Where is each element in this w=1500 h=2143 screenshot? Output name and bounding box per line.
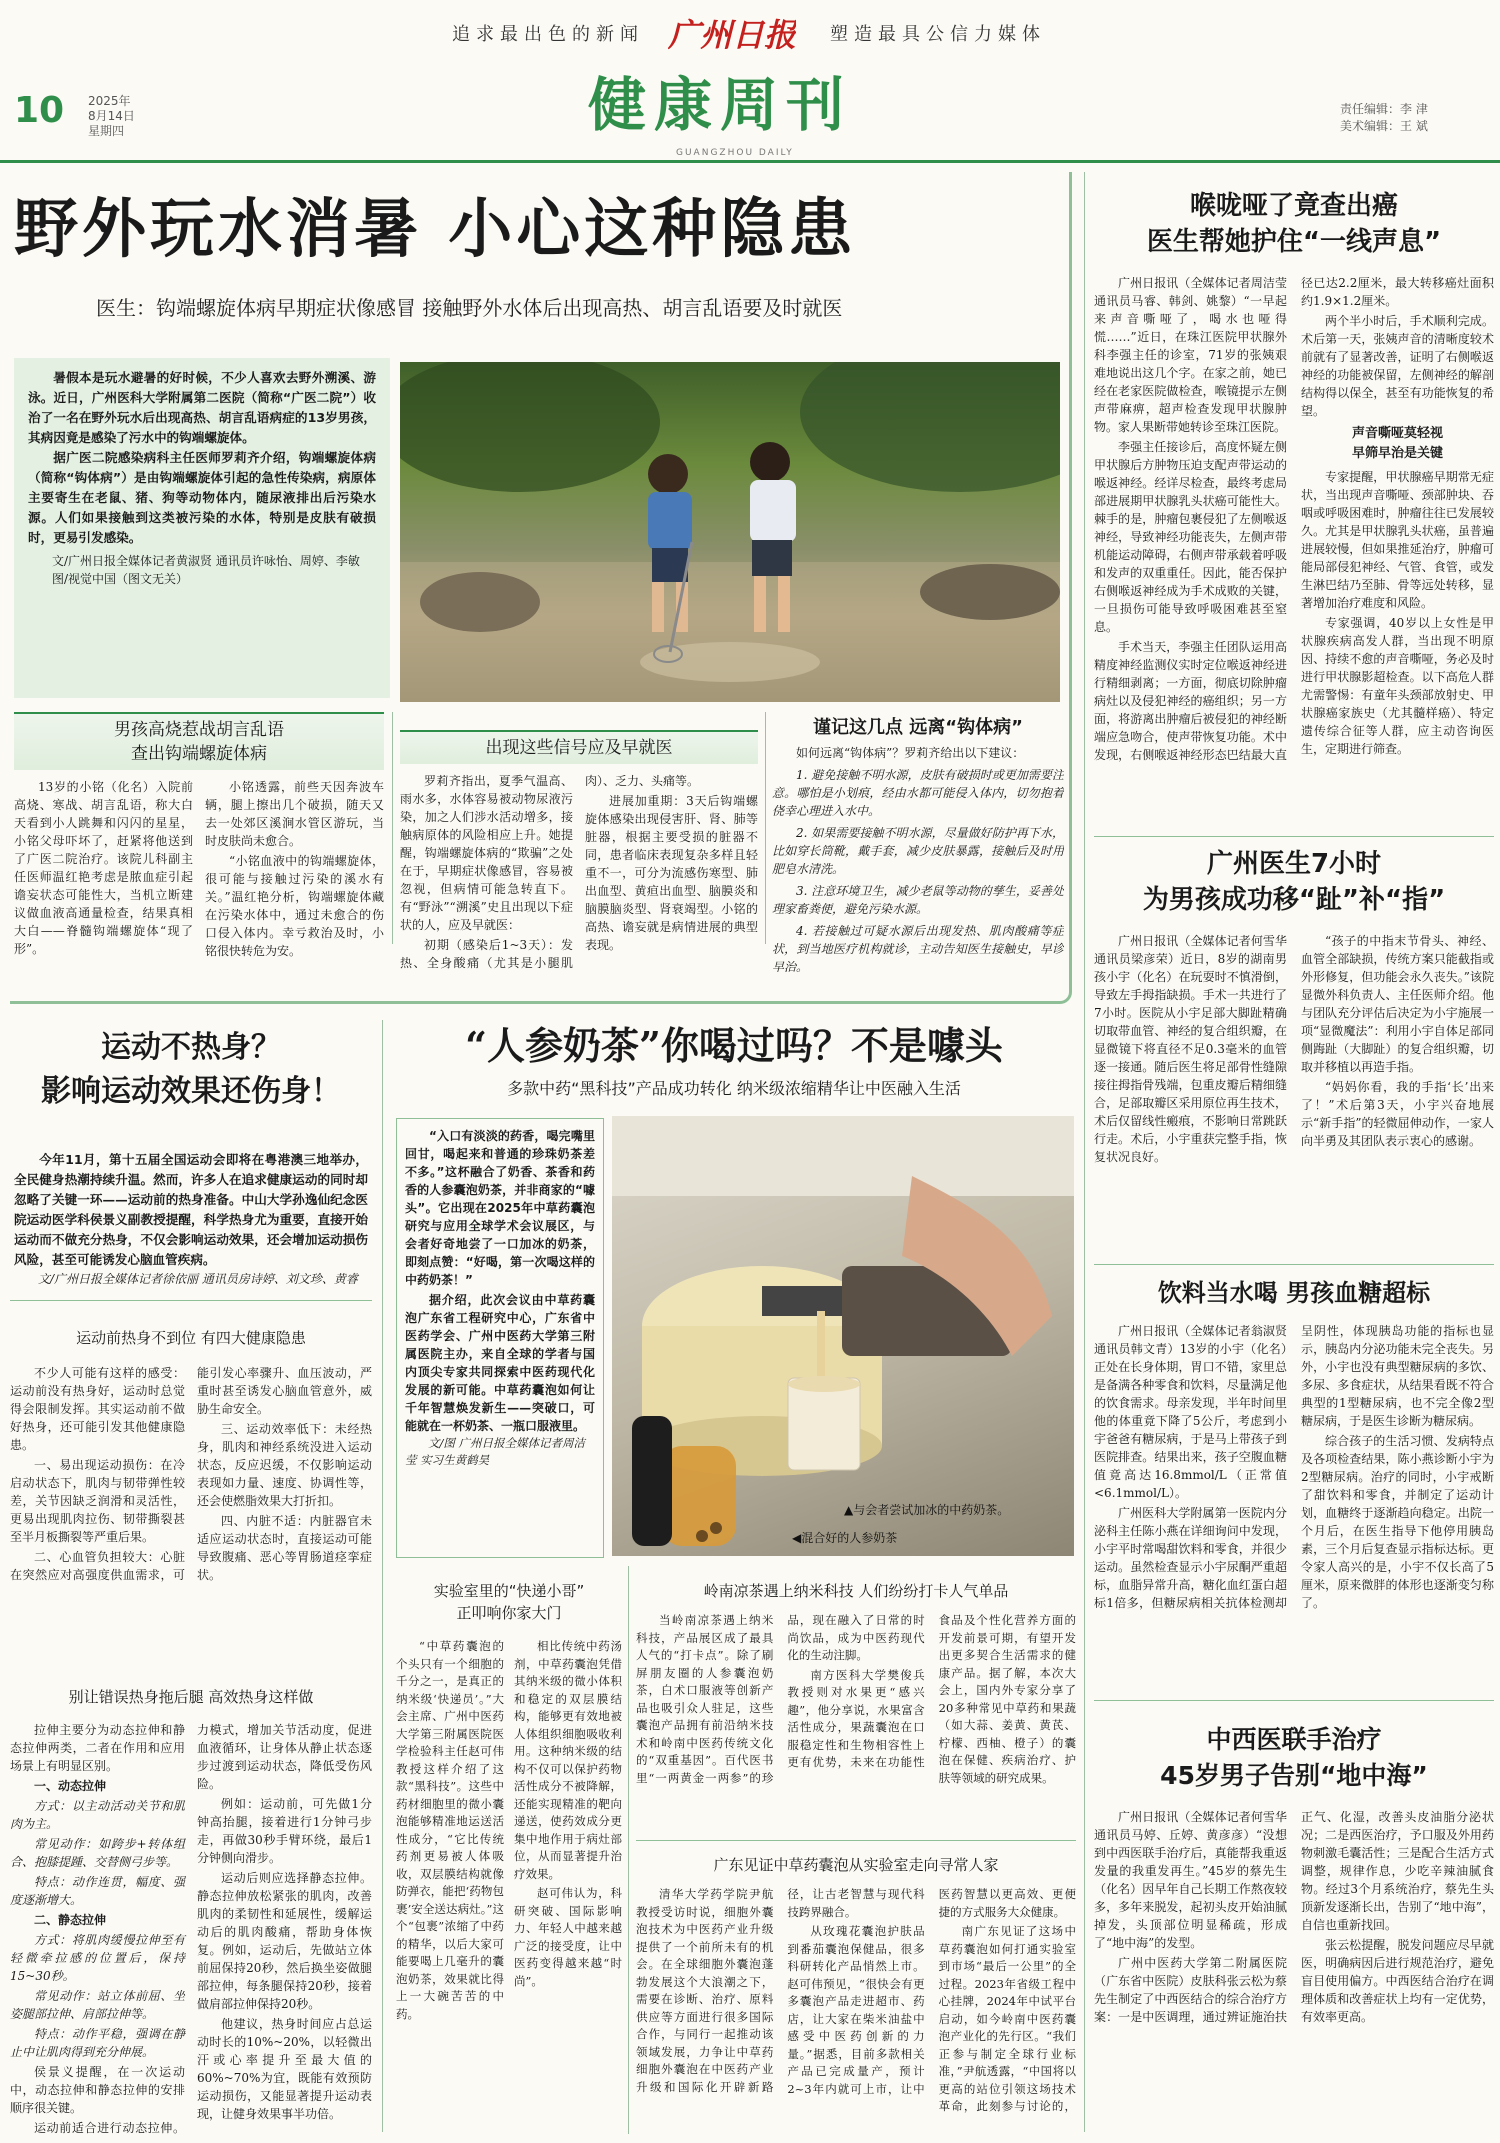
ginseng-intro-box <box>396 1118 604 1558</box>
sport-byline: 文/广州日报全媒体记者徐依丽 通讯员房诗婷、刘文珍、黄睿 <box>38 1272 358 1286</box>
sport-title-line1: 运动不热身？ <box>101 1030 281 1065</box>
ginseng-byline: 文/图 广州日报全媒体记者周洁莹 实习生黄鹤昊 <box>405 1436 586 1467</box>
drink-p3: 综合孩子的生活习惯、发病特点及各项检查结果，陈小燕诊断小宇为2型糖尿病。治疗的同时，小宇戒断了甜饮料和零食，并制定了运动计划，血糖终于逐渐趋向稳定。出院一个月后，在医生指导下他停用胰岛素，三个月后复查显示指标达标。更令家人高兴的是，小宇不仅长高了5厘米，原来微胖的体形也逐渐变匀称了。 <box>1301 1434 1494 1610</box>
lead-tip-2: 2. 如果需要接触不明水源，尽量做好防护再下水，比如穿长筒靴，戴手套，减少皮肤暴露，接触后及时用肥皂水清洗。 <box>772 826 1064 876</box>
sport-s2-p11: 运动前适合进行动态拉伸。 力模式，增加关节活动度，促进血液循环，让身体从静止状态逐步过渡到运动状态，降低受伤风险。 <box>34 1723 372 2135</box>
throat-p6: 专家强调，40岁以上女性是甲状腺疾病高发人群，当出现不明原因、持续不愈的声音嘶哑，务必及时进行甲状腺影超检查。以下高危人群尤需警惕：有童年头颈部放射史、甲状腺癌家族史（尤其髓样癌）、特定遗传综合征等人群，应主动咨询医生，定期进行筛查。 <box>1301 616 1494 756</box>
masthead-paper-name: 广州日报 <box>668 16 797 54</box>
sport-title-line2: 影响运动效果还伤身！ <box>41 1074 341 1109</box>
throat-subhead: 声音嘶哑莫轻视 <box>1351 426 1443 441</box>
tcm-headline <box>1094 1722 1494 1794</box>
finger-p1: 广州日报讯（全媒体记者何雪华 通讯员梁彦荣）近日，8岁的湖南男孩小宇（化名）在玩耍时不慎滑倒，导致左手拇指缺损。手术一共进行了7小时。医院从小宇足部大脚趾精确切取带血管、神经的复合组织瓣，在显微镜下将直径不足0.3毫米的血管逐一接通。随后医生将足部骨性缝隙接往拇指骨残端，包重皮瓣后精细缝合，足部取瓣区采用原位再生技术，术后仅留线性瘢痕，不影响日常跳跃行走。术后，小宇重获完整手指，恢复状况良好。 <box>1094 934 1287 1164</box>
throat-title-line1: 喉咙哑了竟查出癌 <box>1189 191 1398 221</box>
throat-p2: 李强主任接诊后，高度怀疑左侧甲状腺后方肿物压迫支配声带运动的喉返神经。经详尽检查，最终考虑局部进展期甲状腺乳头状癌可能性大。棘手的是，肿瘤包裹侵犯了左侧喉返神经，导致神经功能丧失，左侧声带机能运动障碍，右侧声带承载着呼吸和发声的双重重任。因此，能否保护右侧喉返神经成为手术成败的关键，一旦损伤可能导致呼吸困难甚至窒息。 <box>1094 440 1287 634</box>
sport-s2-p7: 方式：将肌肉缓慢拉伸至有轻微牵拉感的位置后，保持15~30秒。 <box>10 1933 185 1983</box>
ginseng-s1-title-line1: 实验室里的“快递小哥” <box>433 1582 585 1600</box>
paper-english-name: GUANGZHOU DAILY <box>676 148 794 158</box>
lead-section-1-title-line1: 男孩高烧惹战胡言乱语 <box>114 720 284 740</box>
ginseng-s3-title: 广东见证中草药囊泡从实验室走向寻常人家 <box>713 1856 999 1874</box>
masthead <box>0 0 1500 160</box>
ginseng-intro-2: 据介绍，此次会议由中草药囊泡广东省工程研究中心，广东省中医药学会、广州中医药大学第三附属医院主办，来自全球的学者与国内顶尖专家共同探索中医药现代化发展的新可能。中草药囊泡如何让千年智慧焕发新生——突破口，可能就在一杯奶茶、一瓶口服液里。 <box>405 1293 595 1433</box>
tcm-article <box>1094 1712 1494 2137</box>
ginseng-photo-caption-2: ◀混合好的人参奶茶 <box>792 1531 898 1545</box>
drink-p2: 广州医科大学附属第一医院内分泌科主任陈小燕在详细询问中发现，小宇平时常喝甜饮料和零食，并很少运动。虽然检查显示小宇尿酮严重超标，血脂异常升高，糖化血红蛋白超标1倍多，但糖尿病相关抗体检测却呈阴性，体现胰岛功能的指标也显示，胰岛内分泌功能未完全丧失。另外，小宇也没有典型糖尿病的多饮、多尿、多食症状，从结果看既不符合典型的1型糖尿病，也不完全像2型糖尿病，于是医生诊断为糖尿病。 <box>1094 1324 1494 1610</box>
ginseng-s3-p2: 从玫瑰花囊泡护肤品到番茄囊泡保健品，很多科研转化产品悄然上市。赵可伟预见，“很快会有更多囊泡产品走进超市、药店，让大家在柴米油盐中感受中医药创新的力量。”据悉，目前多款相关产品已完成量产，预计2~3年内就可上市，让中医药智慧以更高效、更便捷的方式服务大众健康。 <box>787 1887 1076 2096</box>
children-playing-in-stream-illustration <box>400 362 1060 702</box>
sport-s2-p1: 拉伸主要分为动态拉伸和静态拉伸两类，二者在作用和应用场景上有明显区别。 <box>10 1723 185 1773</box>
ginseng-s1-p2: 相比传统中药汤剂，中草药囊泡凭借其纳米级的微小体积和稳定的双层膜结构，能够更有效地被人体组织细胞吸收利用。这种纳米级的结构不仅可以保护药物活性成分不被降解，还能实现精准的靶向递送，使药效成分更集中地作用于病灶部位，从而显著提升治疗效果。 <box>514 1639 622 1881</box>
date-year: 2025年 <box>88 94 131 108</box>
sport-s1-p2: 一、易出现运动损伤：在冷启动状态下，肌肉与韧带弹性较差，关节因缺乏润滑和灵活性，更易出现肌肉拉伤、韧带撕裂甚至半月板撕裂等严重后果。 <box>10 1458 185 1544</box>
lead-tip-1: 1. 避免接触不明水源，皮肤有破损时或更加需要注意。哪怕是小划痕，经由水都可能侵入体内，切勿抱着侥幸心理进入水中。 <box>772 768 1064 818</box>
date-weekday: 星期四 <box>88 124 125 138</box>
finger-p3: “妈妈你看，我的手指‘长’出来了！”术后第3天，小宇兴奋地展示“新手指”的轻微屈伸动作，一家人向半勇及其团队表示衷心的感谢。 <box>1301 1080 1494 1148</box>
sport-s2-p12: 例如：运动前，可先做1分钟高抬腿，接着进行1分钟弓步走，再做30秒手臂环绕，最后1分钟侧向滑步。 <box>197 1797 372 1865</box>
sport-section-2-title: 别让错误热身拖后腿 高效热身这样做 <box>68 1688 314 1706</box>
tcm-title-line2: 45岁男子告别“地中海” <box>1160 1761 1428 1790</box>
sport-s1-p3: 二、心血管负担较大：心脏在突然应对高强度供血需求，可能引发心率骤升、血压波动，严重时甚至诱发心脑血管意外，威胁生命安全。 <box>10 1366 372 1582</box>
lead-photo <box>400 362 1060 702</box>
lead-byline: 文/广州日报全媒体记者黄淑贤 通讯员许咏怡、周婷、李敏 <box>52 554 360 568</box>
throat-article <box>1094 172 1494 892</box>
ginseng-s2-p1: 当岭南凉茶遇上纳米科技，产品展区成了最具人气的“打卡点”。除了刷屏朋友圈的人参囊泡奶茶，白术口服液等创新产品也吸引众人驻足，这些囊泡产品拥有前沿纳米技术和岭南中医药传统文化的“双重基因”。百代医书里“一两黄金一两参”的珍品，现在融入了日常的时尚饮品，成为中医药现代化的生动注脚。 <box>636 1613 925 1785</box>
sport-s2-p5: 特点：动作连贯，幅度、强度逐渐增大。 <box>10 1875 185 1907</box>
masthead-divider <box>0 160 1500 163</box>
column-rule <box>1084 172 1085 2132</box>
ginseng-section-1 <box>396 1566 622 2136</box>
editor-credit: 责任编辑：李 津 <box>1340 102 1428 116</box>
sport-section-1-title: 运动前热身不到位 有四大健康隐患 <box>76 1329 306 1347</box>
lead-section-2-title: 出现这些信号应及早就医 <box>400 730 758 764</box>
sport-s2-p10: 侯景义提醒，在一次运动中，动态拉伸和静态拉伸的安排顺序很关键。 <box>10 2065 185 2115</box>
sport-s2-p4: 常见动作：如跨步+转体组合、抱膝提踵、交替侧弓步等。 <box>10 1837 185 1869</box>
finger-title-line1: 广州医生7小时 <box>1206 849 1382 879</box>
sport-s1-p1: 不少人可能有这样的感受：运动前没有热身好，运动时总觉得会限制发挥。其实运动前不做好热身，还可能引发其他健康隐患。 <box>10 1366 185 1452</box>
finger-p2: “孩子的中指末节骨头、神经、血管全部缺损，传统方案只能截指或外形修复，但功能会永久丧失。”该院显微外科负责人、主任医师介绍。他与团队充分评估后决定为小宇施展一项“显微魔法”：利用小宇自体足部同侧踇趾（大脚趾）的复合组织瓣，切取并移植以再造手指。 <box>1301 934 1494 1074</box>
throat-p3: 手术当天，李强主任团队运用高精度神经监测仪实时定位喉返神经进行精细剥离；一方面，彻底切除肿瘤病灶以及侵犯神经的癌组织；另一方面，将游离出肿瘤后被侵犯的神经断端应急吻合，使声带恢复功能。术中发现，右侧喉返神经形态巴结最大直径已达2.2厘米，最大转移癌灶面积约1.9×1.2厘米。 <box>1094 276 1494 762</box>
ginseng-s2-title: 岭南凉茶遇上纳米科技 人们纷纷打卡人气单品 <box>703 1582 1009 1600</box>
page-number: 10 <box>14 90 65 131</box>
column-rule <box>392 712 393 944</box>
sport-s2-p3: 方式：以主动活动关节和肌肉为主。 <box>10 1799 185 1831</box>
sport-s2-p14: 他建议，热身时间应占总运动时长的10%~20%，以轻微出汗或心率提升至最大值的60%~70%为宜，既能有效预防运动损伤，又能显著提升运动表现，让健身效果事半功倍。 <box>197 2017 372 2121</box>
ginseng-s1-title-line2: 正叩响你家大门 <box>456 1604 562 1622</box>
section-divider <box>636 1840 1076 1841</box>
lead-section-3-intro: 如何远离“钩体病”？罗莉齐给出以下建议： <box>796 746 1025 760</box>
lead-tip-3: 3. 注意环境卫生，减少老鼠等动物的孳生，妥善处理家畜粪便，避免污染水源。 <box>772 884 1064 916</box>
column-rule <box>628 1566 629 2134</box>
milk-tea-pouring-illustration <box>612 1116 1074 1556</box>
lead-section-2-p3: 进展加重期：3天后钩端螺旋体感染出现侵害肝、肾、肺等脏器，根据主要受损的脏器不同，患者临床表现复杂多样且轻重不一，可分为流感伤寒型、肺出血型、黄疸出血型、脑膜炎和脑膜脑炎型、肾衰竭型。小铭的高热、谵妄就是病情进展的典型表现。 <box>585 794 758 952</box>
designer-credit: 美术编辑：王 斌 <box>1340 119 1428 133</box>
lead-section-3 <box>772 712 1064 1002</box>
throat-p5: 专家提醒，甲状腺癌早期常无症状，当出现声音嘶哑、颈部肿块、吞咽或呼吸困难时，肿瘤往往已发展较久。尤其是甲状腺乳头状癌，虽普遍进展较慢，但如果推延治疗，肿瘤可能局部侵犯神经、气管、食管，或发生淋巴结乃至肺、骨等远处转移，显著增加治疗难度和风险。 <box>1301 470 1494 610</box>
ginseng-photo-caption-1: ▲与会者尝试加冰的中药奶茶。 <box>844 1503 1010 1517</box>
lead-section-1-p3: “小铭血液中的钩端螺旋体，很可能与接触过污染的溪水有关。”温红艳分析，钩端螺旋体藏在污染水体中，通过未愈合的伤口侵入体内。幸亏救治及时，小铭很快转危为安。 <box>205 854 384 958</box>
ginseng-s3-p1: 清华大学药学院尹航教授受访时说，细胞外囊泡技术为中医药产业升级提供了一个前所未有的机会。在全球细胞外囊泡蓬勃发展这个大浪潮之下，需要在诊断、治疗、原料供应等方面进行很多国际合作，与同行一起推动该领域发展，力争让中草药细胞外囊泡在中医药产业升级和国际化开辟新路径，让古老智慧与现代科技跨界融合。 <box>636 1887 925 2094</box>
masthead-slogan-right: 塑造最具公信力媒体 <box>830 24 1046 45</box>
finger-title-line2: 为男孩成功移“趾”补“指” <box>1142 885 1446 915</box>
throat-subhead-2: 早筛早治是关键 <box>1351 446 1443 461</box>
lead-intro-box <box>14 358 390 698</box>
lead-headline: 野外玩水消暑 小心这种隐患 <box>14 192 857 267</box>
sport-article <box>10 1020 372 2135</box>
lead-tip-4: 4. 若接触过可疑水源后出现发热、肌肉酸痛等症状，到当地医疗机构就诊，主动告知医生接触史，早诊早治。 <box>772 924 1064 974</box>
ginseng-s3-p3: 南广东见证了这场中草药囊泡如何打通实验室到市场“最后一公里”的全过程。2023年省级工程中心挂牌，2024年中试平台启动，如今岭南中医药囊泡产业化的先行区。“我们正参与制定全球行业标准，”尹航透露，“中国将以更高的站位引领这场技术革命，此刻参与讨论的， <box>938 1924 1076 2113</box>
lead-subtitle: 医生：钩端螺旋体病早期症状像感冒 接触野外水体后出现高热、胡言乱语要及时就医 <box>96 296 843 320</box>
lead-section-1-p1: 13岁的小铭（化名）入院前高烧、寒战、胡言乱语，称大白天看到小人跳舞和闪闪的星星，小铭父母吓坏了，赶紧将他送到了广医二院治疗。该院儿科副主任医师温红艳考虑是脓血症引起谵妄状态可能性大，当机立断建议做血液高通量检查，结果真相大白——脊髓钩端螺旋体“现了形”。 <box>14 780 193 956</box>
sport-s1-p5: 四、内脏不适：内脏器官未适应运动状态时，直接运动可能导致腹痛、恶心等胃肠道痉挛症状。 <box>197 1514 372 1582</box>
lead-section-3-title: 谨记这几点 远离“钩体病” <box>813 717 1023 738</box>
tcm-title-line1: 中西医联手治疗 <box>1206 1725 1382 1754</box>
sport-s2-p13: 运动后则应选择静态拉伸。静态拉伸放松紧张的肌肉，改善肌肉的柔韧性和延展性，缓解运动后的肌肉酸痛，帮助身体恢复。例如，运动后，先做站立体前屈保持20秒，然后换坐姿做腿部拉伸，每条腿保持20秒，接着做肩部拉伸保持20秒。 <box>197 1871 372 2011</box>
tcm-p2: 广州中医药大学第二附属医院（广东省中医院）皮肤科张云松为蔡先生制定了中西医结合的综合治疗方案：一是中医调理，通过辨证施治扶正气、化湿，改善头皮油脂分泌状况；二是西医治疗，予口服及外用药物刺激毛囊活性；三是配合生活方式调整，规律作息，少吃辛辣油腻食物。经过3个月系统治疗，蔡先生头顶新发逐渐长出，告别了“地中海”，自信也重新找回。 <box>1094 1810 1494 2024</box>
sport-intro-box <box>10 1144 372 1294</box>
ginseng-intro-1: “入口有淡淡的药香，喝完嘴里回甘，喝起来和普通的珍珠奶茶差不多。”这杯融合了奶香、茶香和药香的人参囊泡奶茶，并非商家的“噱头”。它出现在2025年中草药囊泡研究与应用全球学术会议展区，与会者好奇地尝了一口加冰的奶茶，即刻点赞：“好喝，第一次喝这样的中药奶茶！” <box>405 1129 595 1287</box>
column-rule <box>765 712 766 944</box>
lead-section-1 <box>14 712 384 1002</box>
ginseng-section-2 <box>636 1566 1076 1836</box>
sport-s2-p9: 特点：动作平稳，强调在静止中让肌肉得到充分伸展。 <box>10 2027 185 2059</box>
lead-photo-credit: 图/视觉中国（图文无关） <box>52 572 189 586</box>
column-rule <box>382 1020 383 2132</box>
ginseng-headline: “人参奶茶”你喝过吗？不是噱头 <box>465 1023 1003 1068</box>
sport-intro: 今年11月，第十五届全国运动会即将在粤港澳三地举办，全民健身热潮持续升温。然而，许多人在追求健康运动的同时却忽略了关键一环——运动前的热身准备。中山大学孙逸仙纪念医院运动医学科侯景义副教授提醒，科学热身尤为重要，直接开始运动而不做充分热身，不仅会影响运动效果，还会增加运动损伤风险，甚至可能诱发心脑血管疾病。 <box>14 1152 368 1267</box>
finger-headline <box>1094 846 1494 918</box>
sport-s2-p8: 常见动作：站立体前屈、坐姿腿部拉伸、肩部拉伸等。 <box>10 1989 185 2021</box>
lead-intro-paragraph-2: 据广医二院感染病科主任医师罗莉齐介绍，钩端螺旋体病（简称“钩体病”）是由钩端螺旋体引起的急性传染病，病原体主要寄生在老鼠、猪、狗等动物体内，随尿液排出后污染水源。人们如果接触到这类被污染的水体，特别是皮肤有破损时，更易引发感染。 <box>28 450 376 545</box>
sport-s2-p6: 二、静态拉伸 <box>34 1913 107 1927</box>
throat-p4: 两个半小时后，手术顺利完成。术后第一天，张姨声音的清晰度较术前就有了显著改善，证明了右侧喉返神经的功能被保留，左侧神经的解剖结构得以保全，甚至有功能恢复的希望。 <box>1301 314 1494 418</box>
tcm-p3: 张云松提醒，脱发问题应尽早就医，明确病因后进行规范治疗，避免盲目使用偏方。中西医结合治疗在调理体质和改善症状上均有一定优势，有效率更高。 <box>1301 1938 1494 2024</box>
masthead-slogan-left: 追求最出色的新闻 <box>452 24 644 45</box>
sport-headline <box>10 1026 372 1114</box>
tcm-p1: 广州日报讯（全媒体记者何雪华 通讯员马婷、丘婷、黄彦彦）“没想到中西医联手治疗后，真能帮我重返发量的我重发再生。”45岁的蔡先生（化名）因早年自己长期工作熬夜较多，多年来脱发，起初头皮开始油腻掉发，头顶部位明显稀疏，形成了“地中海”的发型。 <box>1094 1810 1287 1950</box>
lead-section-1-p2: 小铭透露，前些天因奔波车辆，腿上擦出几个破损，随天又去一处郊区溪涧水管区游玩，当时皮肤尚未愈合。 <box>205 780 384 848</box>
ginseng-section-3 <box>636 1846 1076 2136</box>
drink-article <box>1094 1276 1494 1666</box>
section-divider <box>1094 836 1494 837</box>
ginseng-s1-p1: “中草药囊泡的个头只有一个细胞的千分之一，是真正的纳米级‘快递员’。”大会主席、广州中医药大学第三附属医院医学检验科主任赵可伟教授这样介绍了这款“黑科技”。这些中药材细胞里的微小囊泡能够精准地运送活性成分，“它比传统药剂更易被人体吸收，双层膜结构就像防弹衣，能把‘药物包裹’安全送达病灶。”这个“包裹”浓缩了中药的精华，以后大家可能要喝上几毫升的囊泡奶茶，效果就比得上一大碗苦苦的中药。 <box>396 1639 504 2021</box>
section-title: 健康周刊 <box>588 71 853 139</box>
throat-p1: 广州日报讯（全媒体记者周洁莹 通讯员马睿、韩剑、姚黎）“一早起来声音嘶哑了，喝水也哑得慌……”近日，在珠江医院甲状腺外科李强主任的诊室，71岁的张姨艰难地说出这几个字。在家之前，她已经在老家医院做检查，喉镜提示左侧声带麻痹，超声检查发现甲状腺肿物。家人果断带她转诊至珠江医院。 <box>1094 276 1287 434</box>
ginseng-s1-p3: 赵可伟认为，科研突破、国际影响力、年轻人中越来越广泛的接受度，让中医药变得越来越“时尚”。 <box>514 1886 622 1988</box>
ginseng-s2-p2: 南方医科大学樊俊兵教授则对水果更“感兴趣”，他分享说，水果富含活性成分，果蔬囊泡在口服稳定性和生物相容性上更有优势，未来在功能性食品及个性化营养方面的开发前景可期，有望开发出更多契合生活需求的健康产品。据了解，本次大会上，国内外专家分享了20多种常见中草药和果蔬（如大蒜、姜黄、黄芪、柠檬、西柚、橙子）的囊泡在保健、疾病治疗、护肤等领域的研究成果。 <box>787 1613 1076 1785</box>
lead-section-1-title-line2: 查出钩端螺旋体病 <box>131 744 267 764</box>
throat-headline <box>1094 188 1494 260</box>
drink-headline: 饮料当水喝 男孩血糖超标 <box>1157 1279 1431 1307</box>
date-month-day: 8月14日 <box>88 109 135 123</box>
lead-section-2 <box>400 730 758 1000</box>
lead-section-1-heading <box>14 712 384 770</box>
ginseng-photo <box>612 1116 1074 1556</box>
lead-section-2-p2: 初期（感染后1~3天）：发热、全身酸痛（尤其是小腿肌肉）、乏力、头痛等。 <box>400 774 700 970</box>
finger-article <box>1094 846 1494 1256</box>
lead-intro-paragraph: 暑假本是玩水避暑的好时候，不少人喜欢去野外溯溪、游泳。近日，广州医科大学附属第二医院（简称“广医二院”）收治了一名在野外玩水后出现高热、胡言乱语病症的13岁男孩，其病因竟是感染了污水中的钩端螺旋体。 <box>28 370 376 445</box>
lead-section-2-p1: 罗莉齐指出，夏季气温高、雨水多，水体容易被动物尿液污染，加之人们涉水活动增多，接触病原体的风险相应上升。她提醒，钩端螺旋体病的“欺骗”之处在于，早期症状像感冒，容易被忽视，但病情可能急转直下。有“野泳”“溯溪”史且出现以下症状的人，应及早就医： <box>400 774 573 932</box>
section-divider <box>1094 1264 1494 1265</box>
sport-s1-p4: 三、运动效率低下：未经热身，肌肉和神经系统没进入运动状态，反应迟缓，不仅影响运动表现如力量、速度、协调性等，还会使燃脂效果大打折扣。 <box>197 1422 372 1508</box>
throat-title-line2: 医生帮她护住“一线声息” <box>1146 227 1442 257</box>
sport-s2-p2: 一、动态拉伸 <box>34 1779 107 1793</box>
section-divider <box>1094 1700 1494 1701</box>
drink-p1: 广州日报讯（全媒体记者翁淑贤 通讯员韩文青）13岁的小宇（化名）正处在长身体期，胃口不错，家里总是备满各种零食和饮料，尽量满足他的饮食需求。母亲发现，半年时间里他的体重竟下降了5公斤，考虑到小宇爸爸有糖尿病，于是马上带孩子到医院排查。结果出来，孩子空腹血糖值竟高达16.8mmol/L（正常值<6.1mmol/L）。 <box>1094 1324 1287 1500</box>
ginseng-subtitle: 多款中药“黑科技”产品成功转化 纳米级浓缩精华让中医融入生活 <box>507 1079 961 1098</box>
